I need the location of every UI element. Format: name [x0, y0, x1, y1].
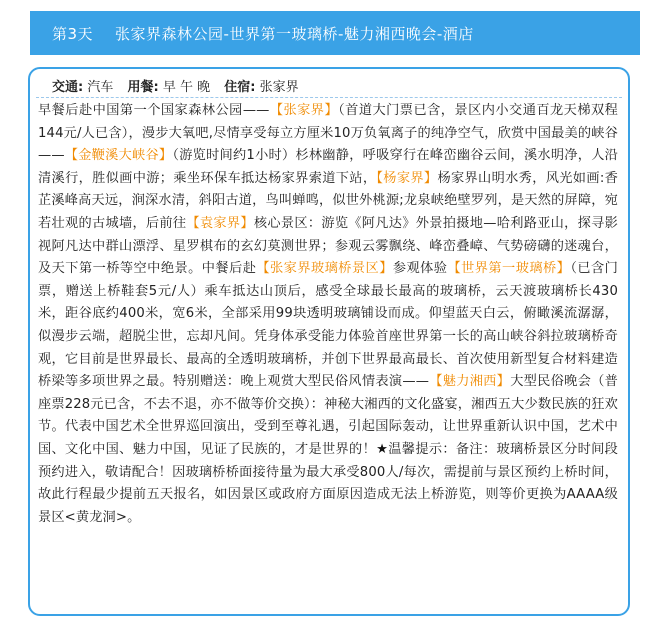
text-segment: 参观体验	[392, 261, 448, 277]
highlight-zhangjiajie: 【张家界】	[269, 103, 339, 118]
meta-row	[52, 76, 299, 95]
transport-value: 汽车	[87, 80, 114, 95]
text-segment: （已含门票，赠送上桥鞋套5元/人）乘车抵达山顶后，感受全球最长最高的玻璃桥，云天渡玻璃桥长430米，距谷底约400米，宽6米，全部采用99块透明玻璃铺设而成。仰望蓝天白云，俯瞰溪流潺潺，似漫步云端，超脱尘世，忘却凡间。凭身体承受能力体验首座世界第一长的高山峡谷斜拉玻璃桥奇观，它目前是世界最长、最高的全透明玻璃桥，并创下世界最高最长、首次使用新型复合材料建造桥梁等多项世界之最。特别赠送：晚上观赏大型民俗风情表演——	[38, 261, 618, 390]
highlight-jinbianxi: 【金鞭溪大峡谷】	[64, 148, 173, 164]
day-title: 张家界森林公园-世界第一玻璃桥-魅力湘西晚会-酒店	[115, 24, 474, 43]
text-segment: 杨家界山明水秀，风光如画:香芷溪峰高天远，涧深水清，斜阳古道，鸟叫蝉鸣，似世外桃源;龙泉峡绝壁罗列，是天然的屏障，宛若壮观的古城墙，后前往	[38, 170, 618, 231]
meals-label: 用餐:	[127, 80, 159, 95]
lodging-value: 张家界	[259, 80, 299, 95]
day-header-bar	[30, 11, 640, 55]
text-segment: （首道大门票已含，景区内小交通百龙天梯双程144元/人已含），漫步大氧吧,尽情享受每立方厘米10万负氧离子的纯净空气，欣赏中国最美的峡谷——	[38, 103, 618, 164]
meta-divider	[36, 97, 622, 98]
highlight-glass-bridge: 【世界第一玻璃桥】	[447, 261, 571, 277]
itinerary-card	[28, 67, 630, 616]
day-number: 第3天	[52, 24, 94, 43]
highlight-glass-bridge-area: 【张家界玻璃桥景区】	[256, 261, 393, 277]
text-segment: 核心景区：游览《阿凡达》外景拍摄地—哈利路亚山，探寻影视阿凡达中群山漂浮、星罗棋布的玄幻莫测世界；参观云雾飘绕、峰峦叠嶂、气势磅礴的迷魂台，及天下第一桥等空中绝景。中餐后赴	[38, 215, 618, 277]
text-segment: 大型民俗晚会（普座票228元已含，不去不退，亦不做等价交换）：神秘大湘西的文化盛宴，湘西五大少数民族的狂欢节。代表中国艺术全世界巡回演出，受到至尊礼遇，引起国际轰动，让世界重新认识中国，艺术中国、文化中国、魅力中国，见证了民族的，才是世界的！	[38, 374, 618, 457]
lodging-label: 住宿:	[224, 80, 256, 95]
itinerary-text	[38, 100, 618, 529]
meals-value: 早 午 晚	[162, 80, 211, 95]
highlight-charming-xiangxi: 【魅力湘西】	[429, 374, 511, 390]
text-segment: 温馨提示：备注：玻璃桥景区分时间段预约进入，敬请配合！因玻璃桥桥面接待量为最大承受800人/每次，需提前与景区预约上桥时间，故此行程最少提前五天报名，如因景区或政府方面原因造成无法上桥游览，则等价更换为AAAA级景区<黄龙洞>。	[38, 441, 618, 525]
highlight-yuanjiajie: 【袁家界】	[186, 215, 254, 231]
text-segment: 早餐后赴中国第一个国家森林公园——	[38, 103, 270, 118]
transport-label: 交通:	[52, 80, 84, 95]
highlight-yangjiajie: 【杨家界】	[376, 170, 438, 186]
text-segment: （游览时间约1小时）杉林幽静，呼吸穿行在峰峦幽谷云间，溪水明净，人沿清溪行，胜似画中游；乘坐环保车抵达杨家界索道下站，	[38, 148, 618, 186]
star-icon: ★	[376, 441, 389, 457]
